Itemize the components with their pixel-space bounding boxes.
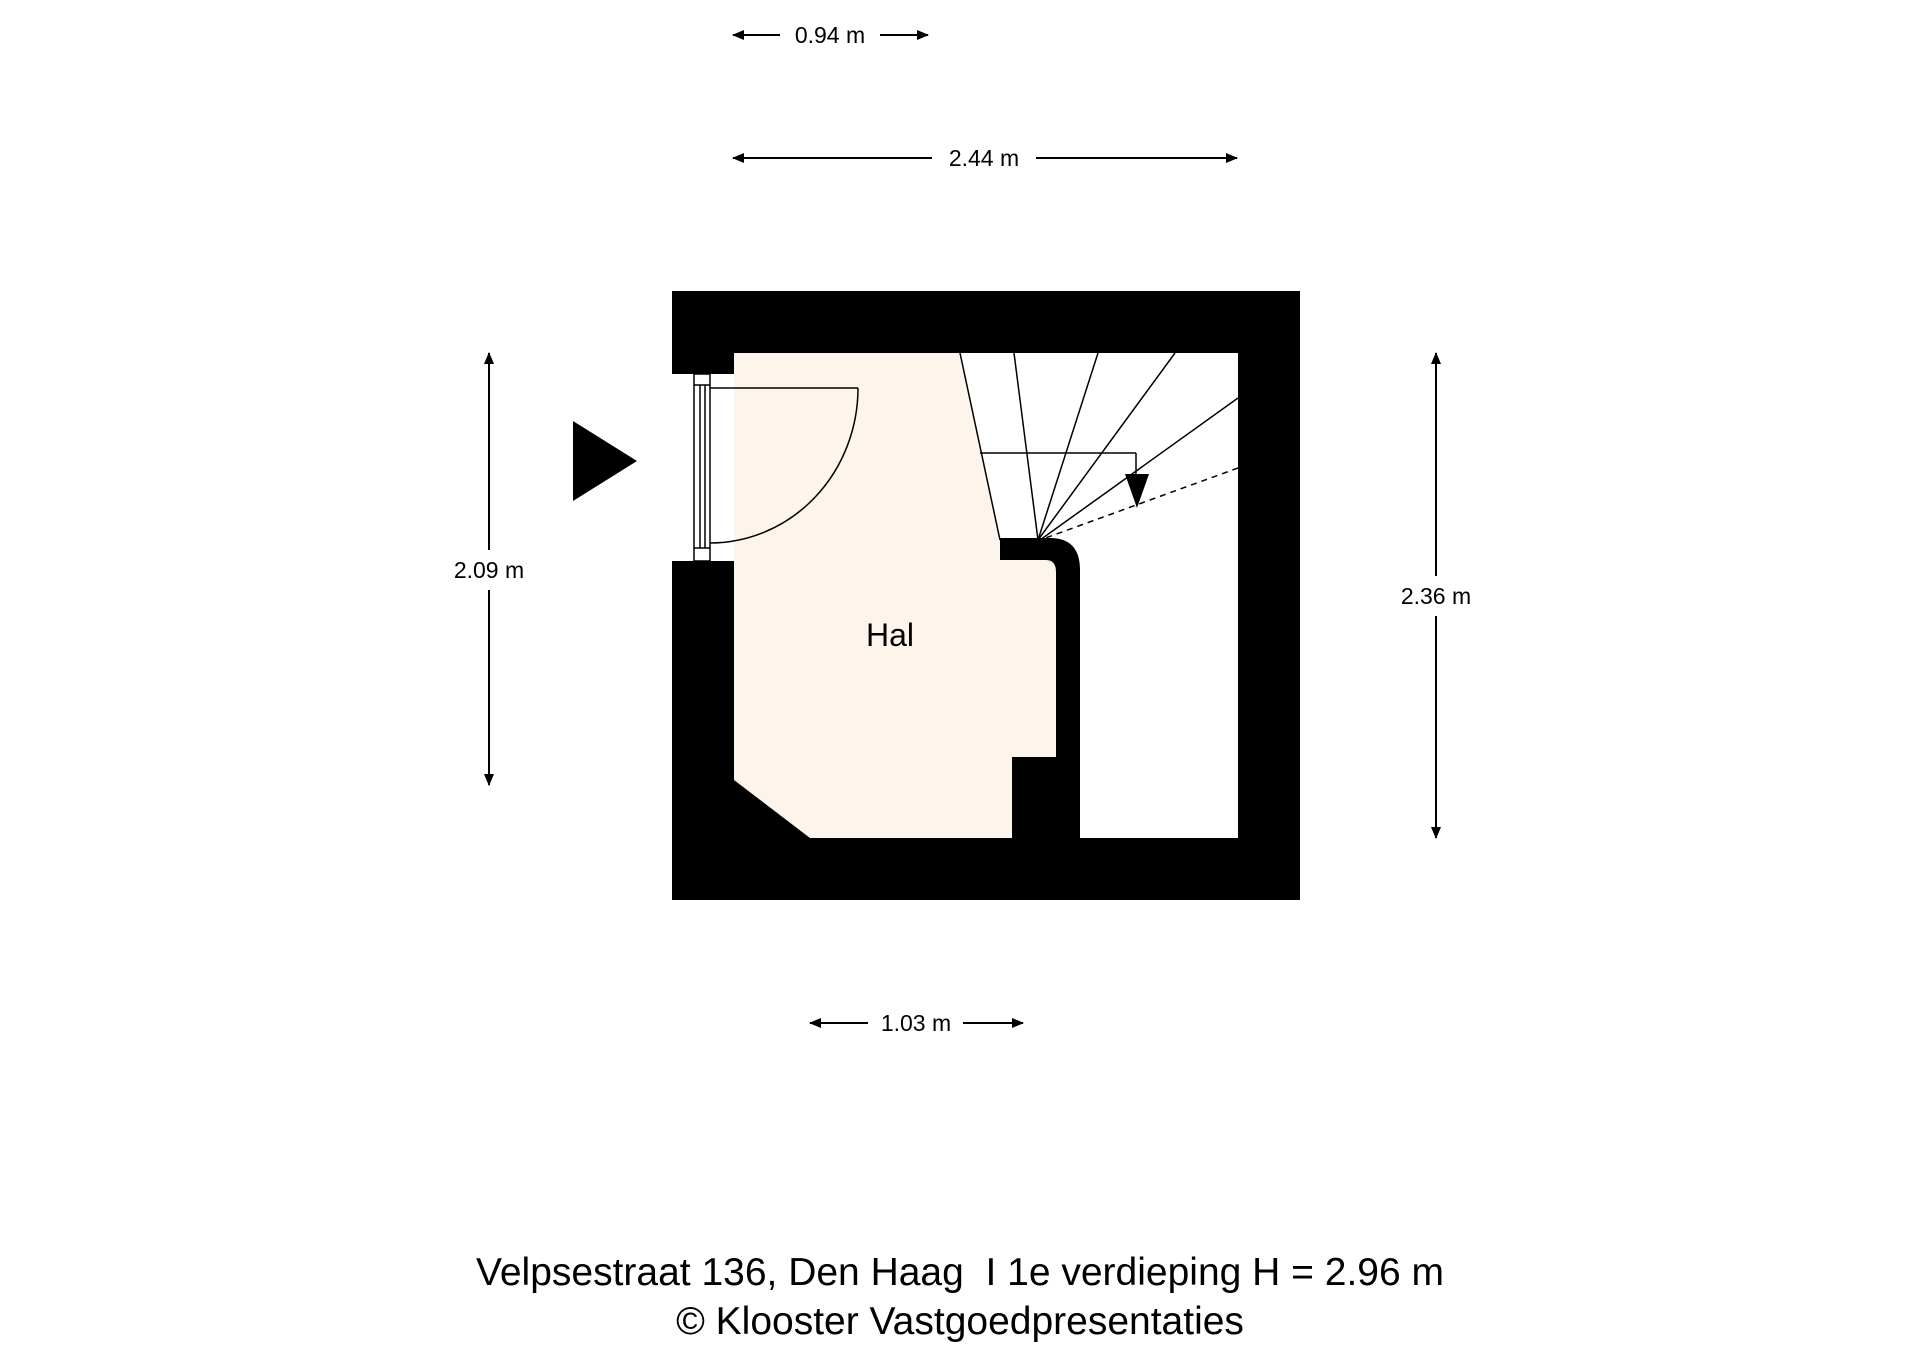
dimension-label-top-width: 2.44 m [948,145,1020,171]
dimension-label-left-height: 2.09 m [453,557,525,583]
arrow-down-icon [1125,474,1149,508]
room-floor-hal [734,353,1056,838]
dimension-label-right-height: 2.36 m [1400,583,1472,609]
dimension-top-width [733,145,1237,171]
footer-credit: © Klooster Vastgoedpresentaties [676,1300,1244,1343]
staircase [960,353,1238,540]
dimension-bottom-width [810,1010,1023,1036]
dimension-top-small [733,22,928,48]
dimension-label-top-small: 0.94 m [794,22,866,48]
room-label-hal: Hal [865,617,915,653]
dimension-right-height [1401,353,1471,838]
entrance-arrow-icon [573,421,637,501]
footer-address: Velpsestraat 136, Den Haag I 1e verdieping H = 2.96 m [475,1251,1444,1294]
dimension-label-bottom-width: 1.03 m [880,1010,952,1036]
dimension-left-height [454,353,524,785]
